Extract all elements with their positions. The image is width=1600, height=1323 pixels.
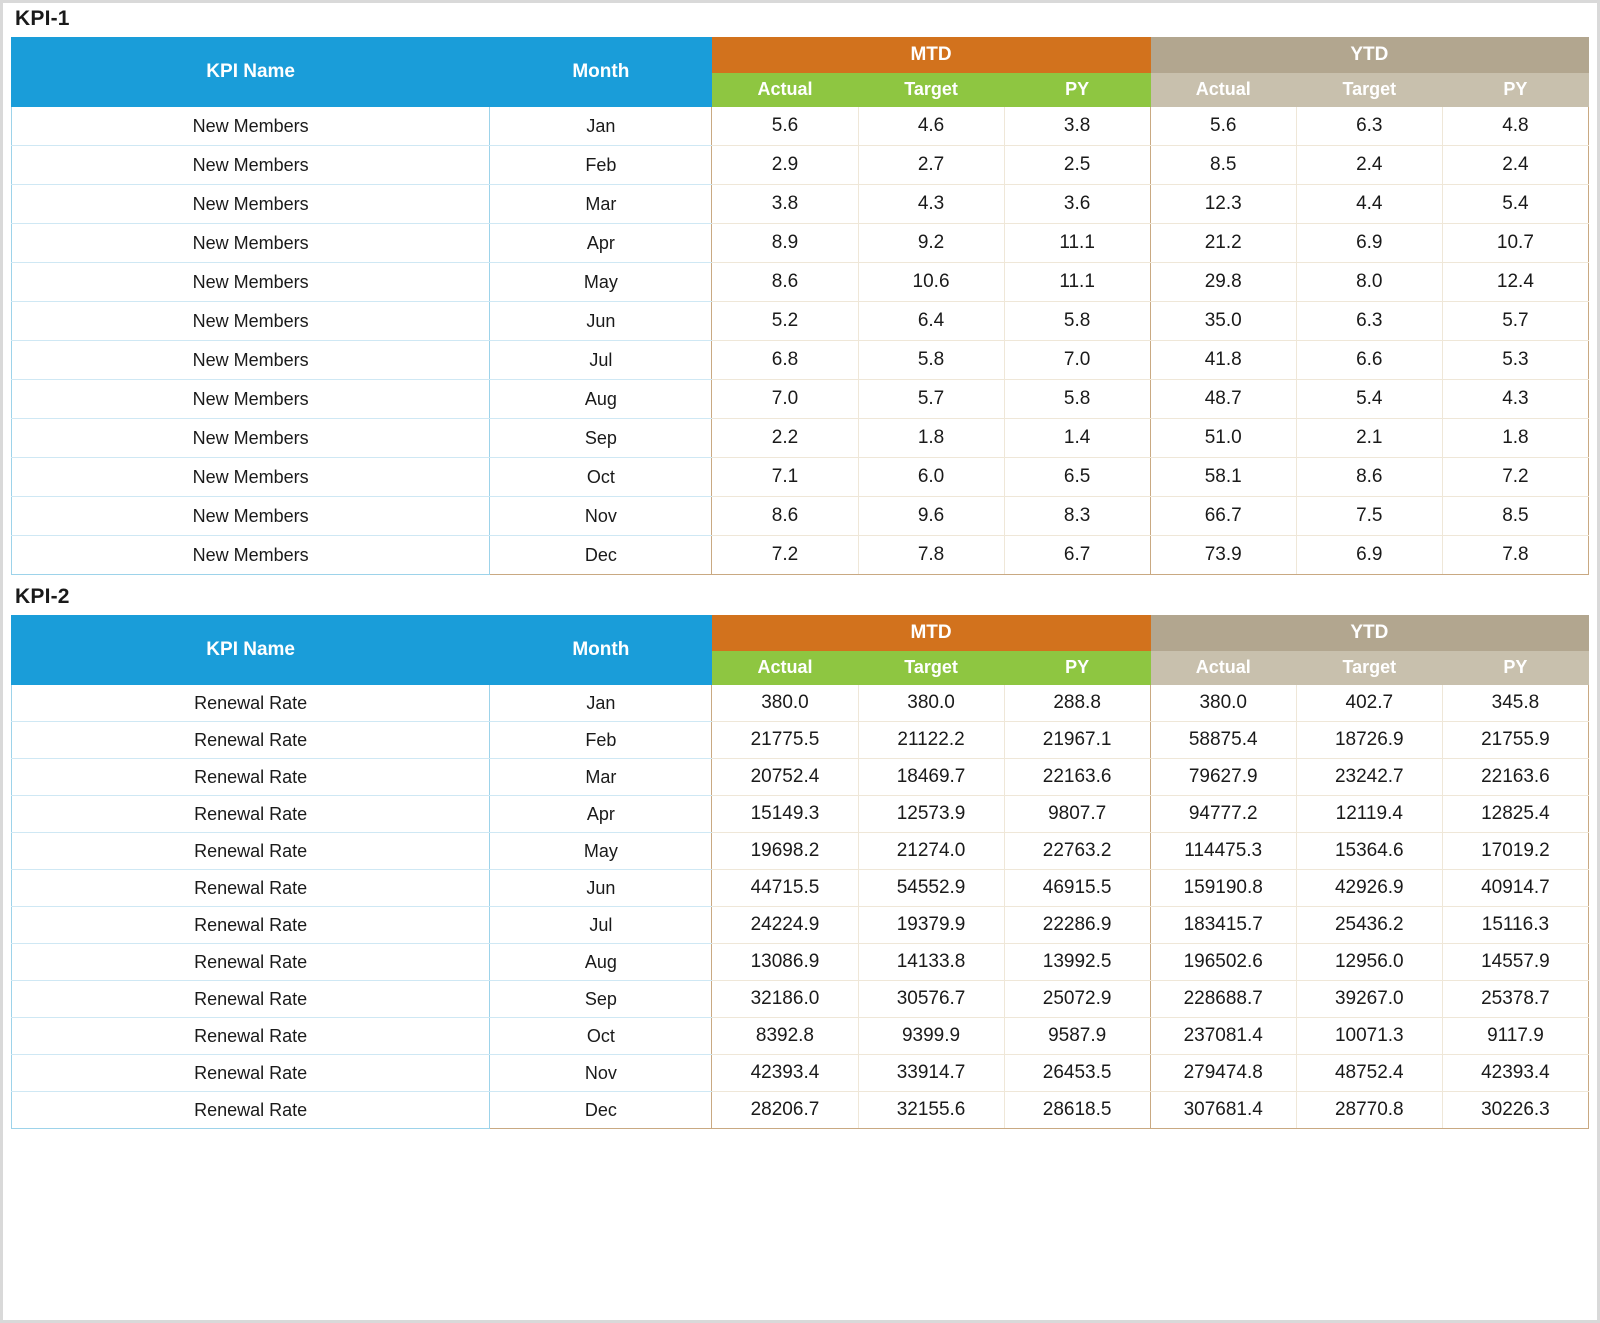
cell-ytd-py: 345.8 — [1442, 685, 1588, 722]
cell-ytd-actual: 8.5 — [1150, 146, 1296, 185]
column-header-ytd-target: Target — [1296, 651, 1442, 685]
cell-mtd-target: 4.6 — [858, 107, 1004, 146]
cell-ytd-target: 6.9 — [1296, 536, 1442, 575]
cell-mtd-py: 11.1 — [1004, 224, 1150, 263]
kpi-1-table — [11, 37, 1589, 575]
cell-kpi-name: Renewal Rate — [12, 907, 490, 944]
kpi-2-table — [11, 615, 1589, 1129]
cell-ytd-actual: 35.0 — [1150, 302, 1296, 341]
cell-ytd-py: 12.4 — [1442, 263, 1588, 302]
cell-mtd-actual: 15149.3 — [712, 796, 858, 833]
cell-mtd-actual: 5.6 — [712, 107, 858, 146]
cell-mtd-py: 2.5 — [1004, 146, 1150, 185]
cell-mtd-target: 7.8 — [858, 536, 1004, 575]
cell-mtd-py: 28618.5 — [1004, 1092, 1150, 1129]
cell-kpi-name: Renewal Rate — [12, 833, 490, 870]
cell-ytd-target: 5.4 — [1296, 380, 1442, 419]
cell-mtd-target: 30576.7 — [858, 981, 1004, 1018]
cell-mtd-actual: 7.1 — [712, 458, 858, 497]
table-row — [12, 107, 1589, 146]
cell-kpi-name: Renewal Rate — [12, 1018, 490, 1055]
cell-ytd-actual: 58.1 — [1150, 458, 1296, 497]
cell-mtd-actual: 7.0 — [712, 380, 858, 419]
cell-mtd-actual: 24224.9 — [712, 907, 858, 944]
cell-mtd-actual: 3.8 — [712, 185, 858, 224]
cell-ytd-target: 6.6 — [1296, 341, 1442, 380]
cell-month: Jun — [490, 870, 712, 907]
cell-ytd-target: 402.7 — [1296, 685, 1442, 722]
cell-mtd-py: 22286.9 — [1004, 907, 1150, 944]
cell-mtd-actual: 20752.4 — [712, 759, 858, 796]
cell-ytd-actual: 94777.2 — [1150, 796, 1296, 833]
table-row — [12, 146, 1589, 185]
column-header-ytd-py: PY — [1442, 651, 1588, 685]
cell-ytd-actual: 5.6 — [1150, 107, 1296, 146]
cell-ytd-target: 23242.7 — [1296, 759, 1442, 796]
cell-mtd-target: 9.2 — [858, 224, 1004, 263]
cell-mtd-py: 22163.6 — [1004, 759, 1150, 796]
cell-month: Nov — [490, 497, 712, 536]
cell-month: Apr — [490, 796, 712, 833]
table-row — [12, 907, 1589, 944]
kpi-2-table-header — [12, 616, 1589, 685]
cell-month: Aug — [490, 380, 712, 419]
cell-ytd-target: 28770.8 — [1296, 1092, 1442, 1129]
cell-ytd-target: 4.4 — [1296, 185, 1442, 224]
cell-ytd-actual: 51.0 — [1150, 419, 1296, 458]
table-row — [12, 870, 1589, 907]
cell-ytd-py: 5.7 — [1442, 302, 1588, 341]
kpi-1-title: KPI-1 — [15, 7, 70, 30]
cell-mtd-target: 21122.2 — [858, 722, 1004, 759]
table-row — [12, 380, 1589, 419]
cell-kpi-name: New Members — [12, 146, 490, 185]
cell-month: Oct — [490, 1018, 712, 1055]
column-header-month: Month — [490, 616, 712, 685]
cell-mtd-target: 10.6 — [858, 263, 1004, 302]
cell-mtd-target: 14133.8 — [858, 944, 1004, 981]
cell-month: Aug — [490, 944, 712, 981]
cell-ytd-py: 21755.9 — [1442, 722, 1588, 759]
kpi-2-section — [11, 581, 1589, 1129]
cell-month: Dec — [490, 1092, 712, 1129]
cell-kpi-name: New Members — [12, 185, 490, 224]
table-row — [12, 833, 1589, 870]
cell-month: Jul — [490, 907, 712, 944]
table-row — [12, 722, 1589, 759]
cell-month: Sep — [490, 419, 712, 458]
cell-month: Sep — [490, 981, 712, 1018]
cell-ytd-actual: 12.3 — [1150, 185, 1296, 224]
cell-ytd-actual: 29.8 — [1150, 263, 1296, 302]
cell-mtd-actual: 8392.8 — [712, 1018, 858, 1055]
cell-mtd-target: 9.6 — [858, 497, 1004, 536]
cell-month: Apr — [490, 224, 712, 263]
table-row — [12, 1018, 1589, 1055]
cell-month: Oct — [490, 458, 712, 497]
table-row — [12, 685, 1589, 722]
cell-month: Jan — [490, 685, 712, 722]
table-row — [12, 185, 1589, 224]
cell-mtd-target: 32155.6 — [858, 1092, 1004, 1129]
cell-kpi-name: New Members — [12, 380, 490, 419]
cell-ytd-target: 12119.4 — [1296, 796, 1442, 833]
cell-kpi-name: New Members — [12, 302, 490, 341]
column-group-header-ytd: YTD — [1150, 616, 1588, 651]
cell-mtd-actual: 2.9 — [712, 146, 858, 185]
cell-ytd-target: 42926.9 — [1296, 870, 1442, 907]
cell-month: Nov — [490, 1055, 712, 1092]
table-row — [12, 1055, 1589, 1092]
cell-mtd-py: 5.8 — [1004, 302, 1150, 341]
cell-mtd-target: 54552.9 — [858, 870, 1004, 907]
cell-ytd-target: 2.4 — [1296, 146, 1442, 185]
cell-mtd-actual: 44715.5 — [712, 870, 858, 907]
cell-ytd-target: 6.9 — [1296, 224, 1442, 263]
cell-mtd-target: 6.4 — [858, 302, 1004, 341]
cell-mtd-actual: 8.9 — [712, 224, 858, 263]
cell-ytd-py: 14557.9 — [1442, 944, 1588, 981]
cell-mtd-py: 288.8 — [1004, 685, 1150, 722]
column-header-kpi-name: KPI Name — [12, 616, 490, 685]
kpi-1-table-header — [12, 38, 1589, 107]
cell-mtd-py: 5.8 — [1004, 380, 1150, 419]
cell-ytd-py: 7.8 — [1442, 536, 1588, 575]
cell-ytd-actual: 79627.9 — [1150, 759, 1296, 796]
cell-ytd-actual: 228688.7 — [1150, 981, 1296, 1018]
cell-mtd-actual: 28206.7 — [712, 1092, 858, 1129]
cell-month: Dec — [490, 536, 712, 575]
header-row-group — [12, 38, 1589, 73]
table-row — [12, 263, 1589, 302]
cell-mtd-py: 9587.9 — [1004, 1018, 1150, 1055]
cell-kpi-name: Renewal Rate — [12, 796, 490, 833]
table-row — [12, 497, 1589, 536]
cell-month: Jul — [490, 341, 712, 380]
kpi-1-table-body — [12, 107, 1589, 575]
column-header-mtd-target: Target — [858, 73, 1004, 107]
cell-mtd-py: 3.6 — [1004, 185, 1150, 224]
cell-ytd-py: 25378.7 — [1442, 981, 1588, 1018]
cell-ytd-py: 7.2 — [1442, 458, 1588, 497]
cell-mtd-py: 25072.9 — [1004, 981, 1150, 1018]
cell-mtd-actual: 42393.4 — [712, 1055, 858, 1092]
cell-ytd-py: 2.4 — [1442, 146, 1588, 185]
column-group-header-mtd: MTD — [712, 616, 1150, 651]
column-header-ytd-py: PY — [1442, 73, 1588, 107]
cell-mtd-py: 13992.5 — [1004, 944, 1150, 981]
cell-ytd-py: 30226.3 — [1442, 1092, 1588, 1129]
cell-mtd-target: 6.0 — [858, 458, 1004, 497]
column-header-ytd-actual: Actual — [1150, 651, 1296, 685]
table-row — [12, 536, 1589, 575]
cell-ytd-target: 25436.2 — [1296, 907, 1442, 944]
cell-ytd-actual: 48.7 — [1150, 380, 1296, 419]
cell-month: May — [490, 833, 712, 870]
cell-kpi-name: New Members — [12, 497, 490, 536]
kpi-2-table-body — [12, 685, 1589, 1129]
table-row — [12, 341, 1589, 380]
cell-mtd-target: 2.7 — [858, 146, 1004, 185]
table-row — [12, 944, 1589, 981]
column-group-header-ytd: YTD — [1150, 38, 1588, 73]
cell-kpi-name: Renewal Rate — [12, 759, 490, 796]
cell-mtd-py: 46915.5 — [1004, 870, 1150, 907]
cell-kpi-name: Renewal Rate — [12, 685, 490, 722]
cell-ytd-target: 6.3 — [1296, 107, 1442, 146]
column-header-mtd-actual: Actual — [712, 651, 858, 685]
column-group-header-mtd: MTD — [712, 38, 1150, 73]
cell-ytd-target: 2.1 — [1296, 419, 1442, 458]
column-header-kpi-name: KPI Name — [12, 38, 490, 107]
cell-ytd-target: 10071.3 — [1296, 1018, 1442, 1055]
cell-mtd-actual: 380.0 — [712, 685, 858, 722]
cell-mtd-py: 9807.7 — [1004, 796, 1150, 833]
cell-mtd-actual: 2.2 — [712, 419, 858, 458]
cell-ytd-py: 4.8 — [1442, 107, 1588, 146]
table-row — [12, 302, 1589, 341]
cell-kpi-name: New Members — [12, 341, 490, 380]
cell-ytd-target: 15364.6 — [1296, 833, 1442, 870]
cell-ytd-py: 17019.2 — [1442, 833, 1588, 870]
cell-kpi-name: New Members — [12, 224, 490, 263]
cell-ytd-actual: 183415.7 — [1150, 907, 1296, 944]
cell-kpi-name: New Members — [12, 107, 490, 146]
cell-kpi-name: New Members — [12, 458, 490, 497]
cell-ytd-actual: 73.9 — [1150, 536, 1296, 575]
column-header-ytd-target: Target — [1296, 73, 1442, 107]
cell-ytd-actual: 380.0 — [1150, 685, 1296, 722]
cell-ytd-py: 8.5 — [1442, 497, 1588, 536]
cell-mtd-actual: 8.6 — [712, 263, 858, 302]
cell-mtd-target: 33914.7 — [858, 1055, 1004, 1092]
cell-kpi-name: Renewal Rate — [12, 981, 490, 1018]
cell-ytd-actual: 41.8 — [1150, 341, 1296, 380]
cell-ytd-actual: 114475.3 — [1150, 833, 1296, 870]
cell-mtd-target: 380.0 — [858, 685, 1004, 722]
cell-month: Feb — [490, 722, 712, 759]
cell-ytd-actual: 307681.4 — [1150, 1092, 1296, 1129]
cell-mtd-target: 21274.0 — [858, 833, 1004, 870]
column-header-month: Month — [490, 38, 712, 107]
cell-ytd-target: 8.6 — [1296, 458, 1442, 497]
cell-mtd-py: 11.1 — [1004, 263, 1150, 302]
cell-mtd-py: 3.8 — [1004, 107, 1150, 146]
cell-kpi-name: New Members — [12, 536, 490, 575]
cell-ytd-py: 10.7 — [1442, 224, 1588, 263]
cell-ytd-py: 22163.6 — [1442, 759, 1588, 796]
column-header-mtd-target: Target — [858, 651, 1004, 685]
cell-mtd-py: 22763.2 — [1004, 833, 1150, 870]
cell-mtd-target: 19379.9 — [858, 907, 1004, 944]
cell-ytd-target: 39267.0 — [1296, 981, 1442, 1018]
cell-month: Mar — [490, 185, 712, 224]
table-row — [12, 419, 1589, 458]
cell-mtd-actual: 6.8 — [712, 341, 858, 380]
column-header-ytd-actual: Actual — [1150, 73, 1296, 107]
cell-mtd-target: 5.8 — [858, 341, 1004, 380]
cell-mtd-actual: 21775.5 — [712, 722, 858, 759]
cell-kpi-name: Renewal Rate — [12, 1092, 490, 1129]
cell-ytd-py: 1.8 — [1442, 419, 1588, 458]
cell-ytd-actual: 21.2 — [1150, 224, 1296, 263]
cell-mtd-actual: 13086.9 — [712, 944, 858, 981]
cell-mtd-py: 8.3 — [1004, 497, 1150, 536]
cell-mtd-target: 9399.9 — [858, 1018, 1004, 1055]
cell-ytd-target: 7.5 — [1296, 497, 1442, 536]
cell-ytd-actual: 196502.6 — [1150, 944, 1296, 981]
cell-mtd-py: 7.0 — [1004, 341, 1150, 380]
cell-mtd-py: 6.5 — [1004, 458, 1150, 497]
cell-ytd-target: 48752.4 — [1296, 1055, 1442, 1092]
cell-ytd-py: 4.3 — [1442, 380, 1588, 419]
cell-month: Mar — [490, 759, 712, 796]
cell-ytd-py: 12825.4 — [1442, 796, 1588, 833]
cell-ytd-target: 18726.9 — [1296, 722, 1442, 759]
cell-ytd-actual: 58875.4 — [1150, 722, 1296, 759]
cell-mtd-actual: 5.2 — [712, 302, 858, 341]
cell-ytd-actual: 279474.8 — [1150, 1055, 1296, 1092]
cell-ytd-actual: 237081.4 — [1150, 1018, 1296, 1055]
cell-kpi-name: New Members — [12, 263, 490, 302]
cell-ytd-py: 42393.4 — [1442, 1055, 1588, 1092]
cell-mtd-target: 1.8 — [858, 419, 1004, 458]
cell-ytd-py: 15116.3 — [1442, 907, 1588, 944]
cell-ytd-py: 40914.7 — [1442, 870, 1588, 907]
column-header-mtd-py: PY — [1004, 651, 1150, 685]
cell-mtd-py: 21967.1 — [1004, 722, 1150, 759]
table-row — [12, 796, 1589, 833]
kpi-1-section — [11, 3, 1589, 575]
cell-ytd-actual: 159190.8 — [1150, 870, 1296, 907]
cell-mtd-py: 26453.5 — [1004, 1055, 1150, 1092]
cell-month: Jan — [490, 107, 712, 146]
cell-mtd-actual: 32186.0 — [712, 981, 858, 1018]
cell-mtd-py: 1.4 — [1004, 419, 1150, 458]
table-row — [12, 224, 1589, 263]
cell-month: Feb — [490, 146, 712, 185]
cell-ytd-target: 12956.0 — [1296, 944, 1442, 981]
cell-kpi-name: New Members — [12, 419, 490, 458]
cell-kpi-name: Renewal Rate — [12, 722, 490, 759]
column-header-mtd-actual: Actual — [712, 73, 858, 107]
kpi-2-title: KPI-2 — [15, 585, 70, 608]
table-row — [12, 759, 1589, 796]
cell-ytd-py: 5.4 — [1442, 185, 1588, 224]
cell-mtd-actual: 19698.2 — [712, 833, 858, 870]
table-row — [12, 1092, 1589, 1129]
cell-mtd-target: 18469.7 — [858, 759, 1004, 796]
table-row — [12, 458, 1589, 497]
cell-mtd-target: 5.7 — [858, 380, 1004, 419]
cell-month: Jun — [490, 302, 712, 341]
cell-ytd-py: 9117.9 — [1442, 1018, 1588, 1055]
column-header-mtd-py: PY — [1004, 73, 1150, 107]
cell-mtd-target: 12573.9 — [858, 796, 1004, 833]
header-row-group — [12, 616, 1589, 651]
table-row — [12, 981, 1589, 1018]
cell-mtd-target: 4.3 — [858, 185, 1004, 224]
cell-kpi-name: Renewal Rate — [12, 870, 490, 907]
cell-mtd-py: 6.7 — [1004, 536, 1150, 575]
cell-ytd-actual: 66.7 — [1150, 497, 1296, 536]
cell-ytd-py: 5.3 — [1442, 341, 1588, 380]
cell-mtd-actual: 7.2 — [712, 536, 858, 575]
cell-kpi-name: Renewal Rate — [12, 944, 490, 981]
cell-kpi-name: Renewal Rate — [12, 1055, 490, 1092]
cell-mtd-actual: 8.6 — [712, 497, 858, 536]
cell-ytd-target: 8.0 — [1296, 263, 1442, 302]
cell-ytd-target: 6.3 — [1296, 302, 1442, 341]
cell-month: May — [490, 263, 712, 302]
